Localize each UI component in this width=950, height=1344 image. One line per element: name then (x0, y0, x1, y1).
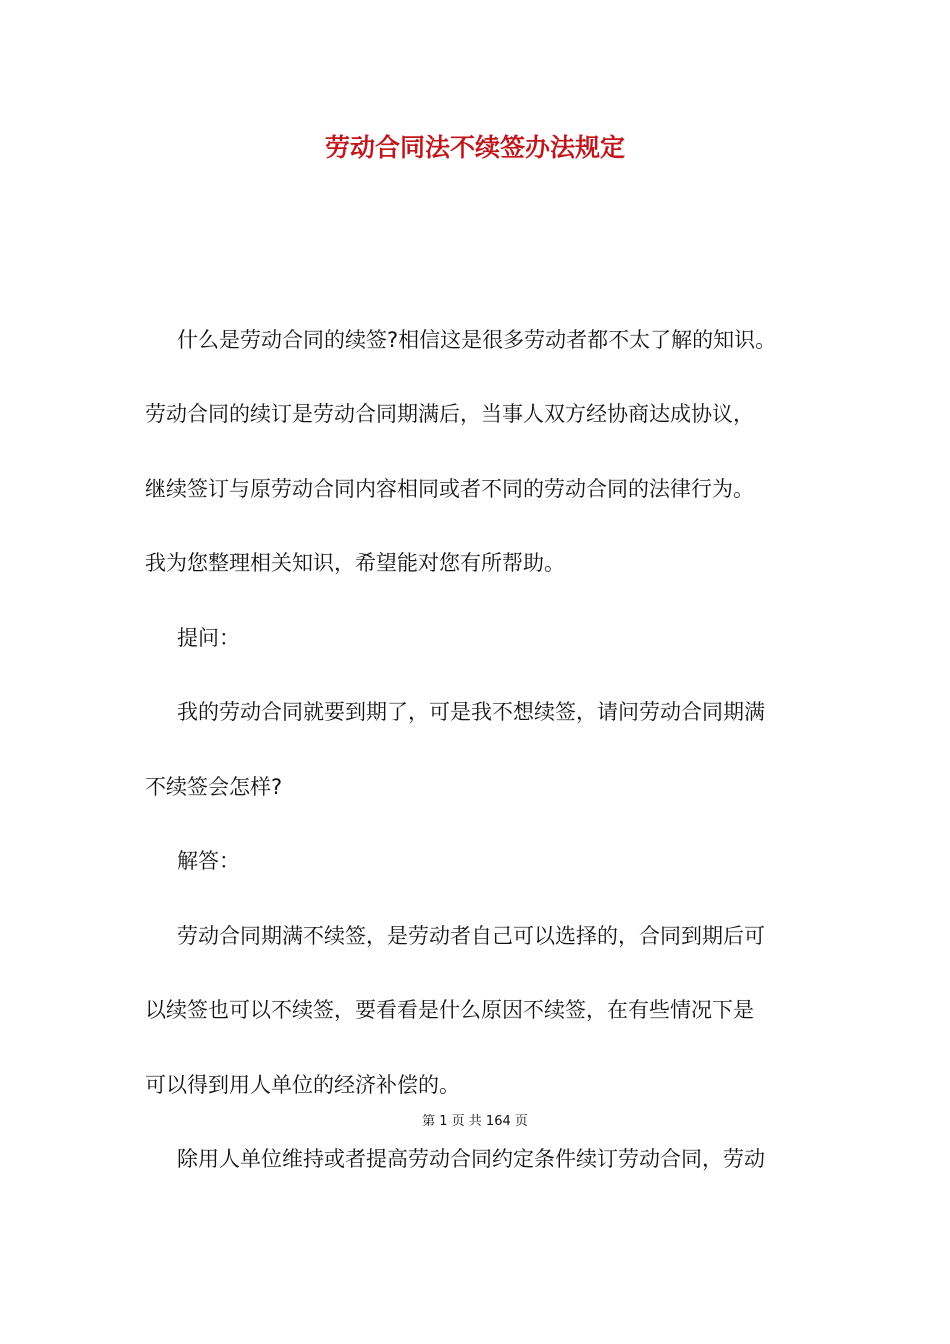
paragraph-line: 除用人单位维持或者提高劳动合同约定条件续订劳动合同，劳动 (177, 1147, 765, 1171)
paragraph-line: 提问： (177, 626, 240, 650)
page-footer: 第 1 页 共 164 页 (422, 1114, 528, 1129)
page-title: 劳动合同法不续签办法规定 (324, 133, 625, 162)
paragraph-line: 什么是劳动合同的续签?相信这是很多劳动者都不太了解的知识。 (177, 328, 777, 352)
paragraph-line: 我为您整理相关知识，希望能对您有所帮助。 (145, 551, 565, 575)
paragraph-line: 劳动合同的续订是劳动合同期满后，当事人双方经协商达成协议， (145, 402, 754, 426)
paragraph-line: 以续签也可以不续签，要看看是什么原因不续签，在有些情况下是 (145, 998, 754, 1022)
paragraph-line: 我的劳动合同就要到期了，可是我不想续签，请问劳动合同期满 (177, 700, 765, 724)
paragraph-line: 可以得到用人单位的经济补偿的。 (145, 1073, 460, 1097)
paragraph-line: 不续签会怎样? (145, 775, 283, 799)
paragraph-line: 劳动合同期满不续签，是劳动者自己可以选择的，合同到期后可 (177, 924, 765, 948)
paragraph-line: 解答： (177, 849, 240, 873)
paragraph-line: 继续签订与原劳动合同内容相同或者不同的劳动合同的法律行为。 (145, 477, 754, 501)
